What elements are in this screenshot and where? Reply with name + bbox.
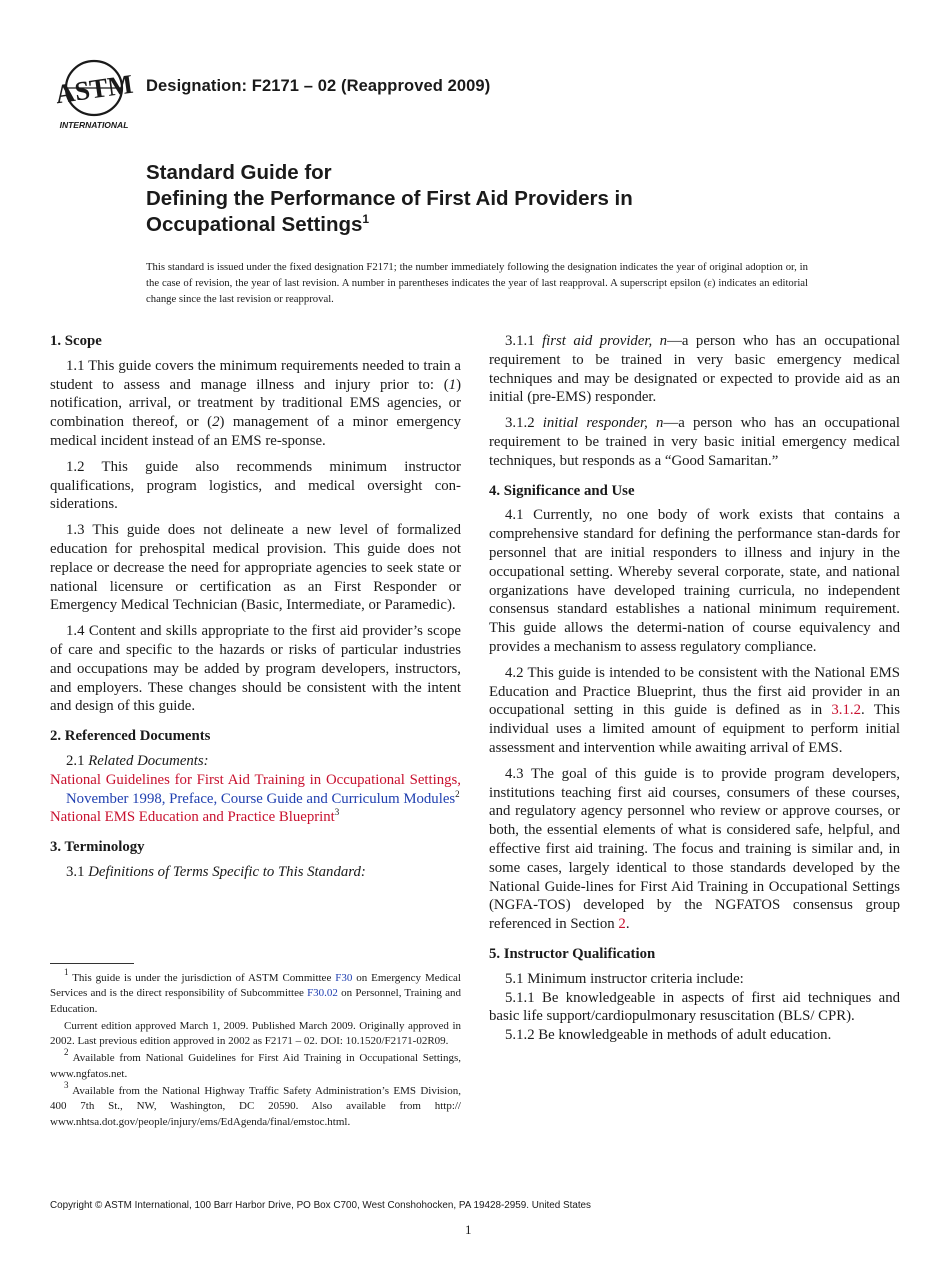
paragraph-5-1-1: 5.1.1 Be knowledgeable in aspects of first aid techniques and basic life support/cardiopulmonary resuscitation (BLS/ CPR). — [489, 989, 900, 1025]
title-line-2: Defining the Performance of First Aid Providers in — [146, 187, 633, 210]
section-link-2[interactable]: 2 — [618, 916, 626, 933]
footnote-2: $^2$ Available from National Guidelines for First Aid Training in Occupational Settings, www.ngfatos.net. — [50, 1047, 461, 1080]
paragraph-5-1-2: 5.1.2 Be knowledgeable in methods of adult education. — [505, 1027, 832, 1044]
astm-logo-icon — [52, 58, 136, 134]
subcommittee-link-f30-02[interactable]: F30.02 — [307, 987, 338, 1000]
paragraph-3-1-2: 3.1.2 initial responder, n—a person who has an occupational requirement to be trained in very basic initial emergency medical techniques, but responds as a “Good Samaritan.” — [489, 415, 901, 469]
designation: Designation: F2171 – 02 (Reapproved 2009) — [146, 77, 491, 95]
left-column — [50, 332, 461, 889]
reference-link-ngfatos-details[interactable]: November 1998, Preface, Course Guide and Curriculum Modules — [66, 790, 456, 807]
right-column — [489, 332, 900, 1052]
committee-link-f30[interactable]: F30 — [335, 972, 353, 984]
document-title — [146, 160, 846, 238]
paragraph-3-1: 3.1 Definitions of Terms Specific to This Standard: — [66, 863, 366, 880]
section-heading-instructor: 5. Instructor Qualification — [489, 945, 656, 962]
section-heading-referenced-documents: 2. Referenced Documents — [50, 728, 211, 745]
title-line-3: Occupational Settings$^1$ — [146, 212, 370, 236]
paragraph-4-2: 4.2 This guide is intended to be consistent with the National EMS Education and Practice Blueprint, thus the first aid provider in an occupational setting in this guide is defined as in 3.1.2. This individual uses a limited amount of equipment to perform initial assessment and intervention while awaiting arrival of EMS. — [489, 664, 900, 756]
page-number: 1 — [465, 1222, 472, 1237]
reference-link-ems-blueprint[interactable]: National EMS Education and Practice Blueprint — [50, 809, 335, 826]
footnote-1: $^1$ This guide is under the jurisdiction of ASTM Committee F30 on Emergency Medical Services and is the direct responsibility of Subcommittee F30.02 on Personnel, Training and Education. — [50, 967, 461, 1015]
paragraph-4-1: 4.1 Currently, no one body of work exists that contains a comprehensive standard for defining the performance stan-dards for personnel that are initial responders to illness and injury in the occupational setting. Whereby several corporate, state, and national organizations have developed training curricula, no independent consensus standard establishes a national minimum requirement. This guide allows the determi-nation of course equivalency and provides a mechanism to assess regulatory compliance. — [489, 507, 900, 655]
footnote-3: $^3$ Available from the National Highway Traffic Safety Administration’s EMS Division, 400 7th St., NW, Washington, DC 20590. Also available from http:// www.nhtsa.dot.gov/people/injury/ems/EdAgenda/final/emstoc.html. — [50, 1080, 461, 1128]
paragraph-1-3: 1.3 This guide does not delineate a new level of formalized education for prehospital medical provision. This guide does not replace or decrease the need for appropriate agencies to seek state or national licensure or certification as an First Responder or Emergency Medical Technician (Basic, Intermediate, or Paramedic). — [50, 522, 461, 614]
logo-wordmark: INTERNATIONAL — [59, 120, 129, 130]
reference-ngfatos: National Guidelines for First Aid Training in Occupational Settings, November 1998, Preface, Course Guide and Curriculum Modules$^2$ — [50, 771, 461, 807]
section-heading-terminology: 3. Terminology — [50, 839, 145, 856]
reference-ems-blueprint: National EMS Education and Practice Blueprint$^3$ — [50, 807, 340, 826]
astm-logo — [52, 58, 136, 134]
paragraph-2-1: 2.1 Related Documents: — [66, 752, 209, 769]
title-footnote-mark: 1 — [362, 212, 370, 226]
paragraph-5-1: 5.1 Minimum instructor criteria include: — [505, 970, 744, 987]
paragraph-3-1-1: 3.1.1 first aid provider, n—a person who has an occupational requirement to be trained in very basic emergency medical techniques and may be designated or expected to provide aid as an initial (pre-EMS) responder. — [489, 333, 900, 406]
footnote-divider — [50, 963, 134, 964]
paragraph-1-4: 1.4 Content and skills appropriate to the first aid provider’s scope of care and specific to the hazards or risks of particular industries and occupations may be added by program developers, instructors, and employers. These changes should be consistent with the intent and design of this guide. — [50, 623, 461, 715]
section-heading-scope: 1. Scope — [50, 333, 102, 349]
section-link-3-1-2[interactable]: 3.1.2 — [831, 702, 861, 719]
title-line-1: Standard Guide for — [146, 161, 332, 184]
footnotes — [50, 967, 461, 1132]
reference-link-ngfatos[interactable]: National Guidelines for First Aid Training in Occupational Settings, — [50, 771, 461, 788]
standard-notice: This standard is issued under the fixed designation F2171; the number immediately following the designation indicates the year of original adoption or, in the case of revision, the year of last revision. A number in parentheses indicates the year of last reapproval. A superscript epsilon (ε) indicates an editorial change since the last revision or reapproval. — [146, 261, 808, 305]
copyright-notice: Copyright © ASTM International, 100 Barr Harbor Drive, PO Box C700, West Conshohocken, PA 19428-2959. United States — [50, 1200, 591, 1211]
svg-text:ASTM: ASTM — [53, 68, 135, 110]
paragraph-1-1: 1.1 This guide covers the minimum requirements needed to train a student to assess and manage illness and injury prior to: (1) notification, arrival, or treatment by traditional EMS agencies, or combination thereof, or (2) management of a minor emergency medical incident instead of an EMS re-sponse. — [50, 357, 461, 449]
section-heading-significance: 4. Significance and Use — [489, 482, 635, 499]
footnote-1-edition: Current edition approved March 1, 2009. Published March 2009. Originally approved in 2002. Last previous edition approved in 2002 as F2171 – 02. DOI: 10.1520/F2171-02R09. — [50, 1019, 461, 1048]
paragraph-1-2: 1.2 This guide also recommends minimum instructor qualifications, program logistics, and medical oversight con-siderations. — [50, 458, 461, 513]
paragraph-4-3: 4.3 The goal of this guide is to provide program developers, institutions teaching first aid courses, consumers of these courses, and regulatory agency personnel who review or approve courses, or both, the essential elements of what is considered safe, helpful, and effective first aid training. The focus and training is similar and, in some cases, largely identical to those standards developed by the National Guide-lines for First Aid Training in Occupational Settings (NGFA-TOS) developed by the NGFATOS consensus group referenced in Section 2. — [489, 765, 900, 933]
